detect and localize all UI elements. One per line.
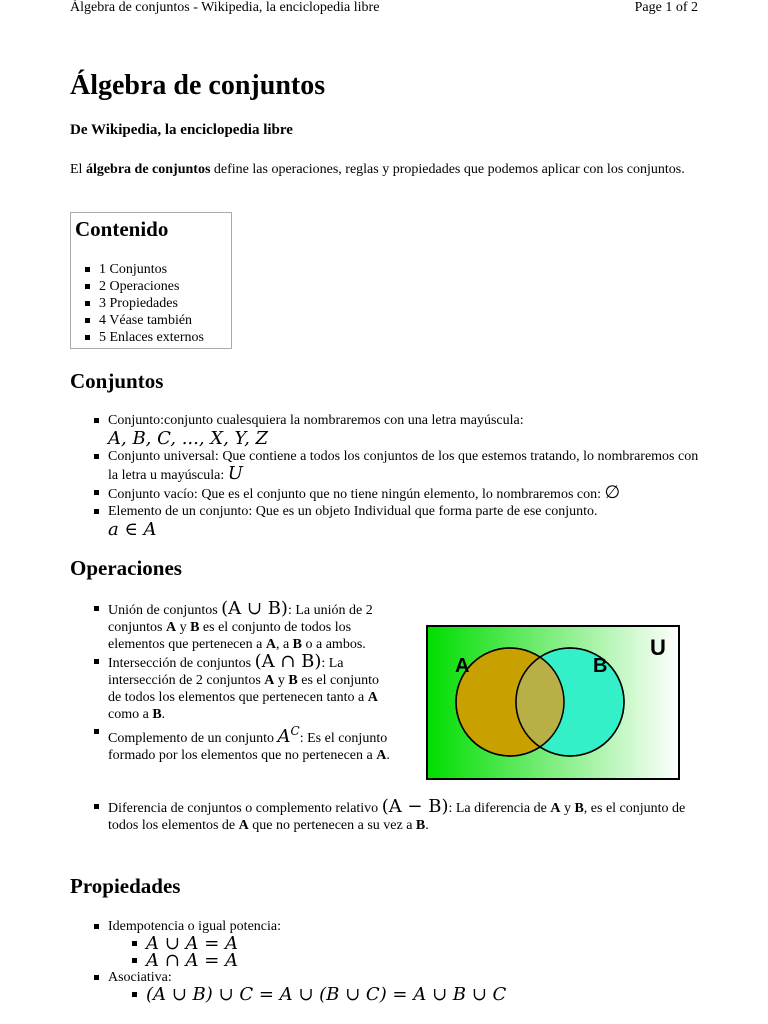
text: : La unión de 2 conjuntos	[108, 603, 373, 635]
page-subtitle: De Wikipedia, la enciclopedia libre	[70, 122, 293, 138]
bullet-icon	[94, 659, 99, 664]
bold-term: B	[574, 801, 584, 816]
bullet-icon	[85, 267, 90, 272]
list-item	[70, 918, 710, 969]
text: como a	[108, 707, 153, 722]
math-expression: A ∪ A = A	[146, 933, 239, 954]
toc-item-label[interactable]: 2 Operaciones	[99, 279, 180, 294]
bullet-icon	[94, 509, 99, 514]
math-base: A	[277, 726, 291, 747]
bullet-icon	[132, 958, 137, 963]
section-heading-propiedades: Propiedades	[70, 874, 181, 898]
intro-text-rest: define las operaciones, reglas y propiedades que podemos aplicar con los conjuntos.	[210, 162, 685, 177]
bullet-icon	[85, 335, 90, 340]
text: es el conjunto de todos los elementos que pertenecen tanto a	[108, 673, 380, 705]
intro-text: El	[70, 162, 86, 177]
bullet-icon	[94, 924, 99, 929]
bold-term: B	[152, 707, 162, 722]
section-heading-operaciones: Operaciones	[70, 556, 182, 580]
math-expression: a ∈ A	[108, 519, 157, 540]
math-expression: A, B, C, ..., X, Y, Z	[108, 428, 269, 449]
sublist-item	[108, 986, 710, 1003]
text: , es el conjunto de todos los elementos de	[108, 801, 686, 833]
bullet-icon	[94, 606, 99, 611]
print-header	[0, 0, 768, 20]
label-b: B	[593, 655, 608, 677]
text: Unión de conjuntos	[108, 603, 222, 618]
text: y	[560, 801, 575, 816]
list-item	[70, 412, 710, 448]
list-item-diferencia	[70, 798, 710, 834]
toc-item-conjuntos[interactable]	[99, 261, 204, 278]
toc-item-label[interactable]: 5 Enlaces externos	[99, 330, 204, 345]
toc-item-vease-tambien[interactable]	[99, 312, 204, 329]
bold-term: A	[367, 690, 378, 705]
bold-term: B	[415, 818, 426, 833]
bold-term: B	[292, 637, 302, 652]
bullet-icon	[85, 318, 90, 323]
toc-title: Contenido	[75, 217, 169, 241]
text: Complemento de un conjunto	[108, 731, 278, 746]
list-item-complemento	[70, 723, 390, 764]
bold-term: B	[288, 673, 298, 688]
list-item-text: Conjunto:conjunto cualesquiera la nombraremos con una letra mayúscula:	[108, 413, 524, 428]
bold-term: A	[238, 818, 249, 833]
bullet-icon	[85, 284, 90, 289]
operaciones-list	[70, 600, 390, 764]
text: .	[386, 748, 390, 763]
list-item	[70, 969, 710, 1003]
list-item-text: Conjunto universal: Que contiene a todos los conjuntos de los que estemos tratando, lo nombraremos con la letra u mayúscula:	[108, 449, 699, 483]
conjuntos-list	[70, 412, 710, 539]
propiedades-list	[70, 918, 710, 1003]
sublist	[108, 986, 710, 1003]
toc-item-operaciones[interactable]	[99, 278, 204, 295]
bullet-icon	[85, 301, 90, 306]
list-item	[70, 503, 710, 539]
toc-list	[71, 261, 204, 346]
text: : La diferencia de	[448, 801, 551, 816]
toc-item-label[interactable]: 3 Propiedades	[99, 296, 178, 311]
math-expression: (A ∪ B)	[221, 598, 288, 619]
math-expression	[278, 726, 300, 747]
bullet-icon	[94, 454, 99, 459]
text: Diferencia de conjuntos o complemento relativo	[108, 801, 382, 816]
toc-item-label[interactable]: 1 Conjuntos	[99, 262, 168, 277]
text: y	[274, 673, 289, 688]
math-expression: A ∩ A = A	[146, 950, 239, 971]
bullet-icon	[132, 941, 137, 946]
text: : Es el conjunto formado por los elementos que no pertenecen a	[108, 731, 388, 763]
intro-bold-term: álgebra de conjuntos	[85, 162, 211, 177]
text: Intersección de conjuntos	[108, 656, 255, 671]
text: .	[425, 818, 429, 833]
text: .	[161, 707, 166, 722]
math-expression: ∅	[604, 482, 621, 503]
table-of-contents	[70, 212, 232, 349]
label-a: A	[455, 655, 470, 677]
text: o a ambos.	[302, 637, 366, 652]
bold-term: B	[190, 620, 200, 635]
list-item	[70, 448, 710, 484]
print-header-title: Álgebra de conjuntos - Wikipedia, la enciclopedia libre	[70, 0, 380, 15]
toc-item-propiedades[interactable]	[99, 295, 204, 312]
math-expression: U	[227, 463, 243, 484]
text: y	[176, 620, 191, 635]
bold-term: A	[265, 637, 276, 652]
toc-item-enlaces-externos[interactable]	[99, 329, 204, 346]
label-u: U	[650, 635, 666, 660]
bold-term: A	[165, 620, 177, 635]
bullet-icon	[94, 975, 99, 980]
bullet-icon	[94, 490, 99, 495]
venn-diagram	[426, 625, 680, 780]
bullet-icon	[94, 729, 99, 734]
text: , a	[275, 637, 293, 652]
bold-term: A	[264, 673, 275, 688]
list-item-text: Asociativa:	[108, 970, 172, 985]
bullet-icon	[94, 804, 99, 809]
sublist	[108, 935, 710, 969]
list-item-interseccion	[70, 653, 390, 723]
bullet-icon	[132, 992, 137, 997]
sublist-item	[108, 952, 710, 969]
bullet-icon	[94, 418, 99, 423]
list-item-union	[70, 600, 390, 653]
text: es el conjunto de todos los elementos que pertenecen a	[108, 620, 352, 652]
math-expression: (A ∪ B) ∪ C = A ∪ (B ∪ C) = A ∪ B ∪ C	[146, 984, 507, 1005]
math-superscript: C	[290, 724, 300, 738]
list-item-text: Idempotencia o igual potencia:	[108, 919, 281, 934]
list-item-text: Elemento de un conjunto: Que es un objeto Individual que forma parte de ese conjunto.	[108, 504, 598, 519]
math-expression: (A ∩ B)	[254, 651, 322, 672]
text: : La intersección de 2 conjuntos	[108, 656, 344, 688]
list-item-text: Conjunto vacío: Que es el conjunto que no tiene ningún elemento, lo nombraremos con:	[108, 487, 602, 502]
list-item	[70, 484, 710, 503]
bold-term: A	[550, 801, 561, 816]
section-heading-conjuntos: Conjuntos	[70, 369, 164, 393]
page-title: Álgebra de conjuntos	[70, 70, 326, 101]
bold-term: A	[376, 748, 387, 763]
operaciones-list-continued	[70, 798, 710, 834]
math-expression: (A − B)	[381, 796, 449, 817]
text: que no pertenecen a su vez a	[248, 818, 416, 833]
toc-item-label[interactable]: 4 Véase también	[99, 313, 193, 328]
page-indicator: Page 1 of 2	[634, 0, 698, 15]
intro-paragraph	[70, 160, 700, 179]
